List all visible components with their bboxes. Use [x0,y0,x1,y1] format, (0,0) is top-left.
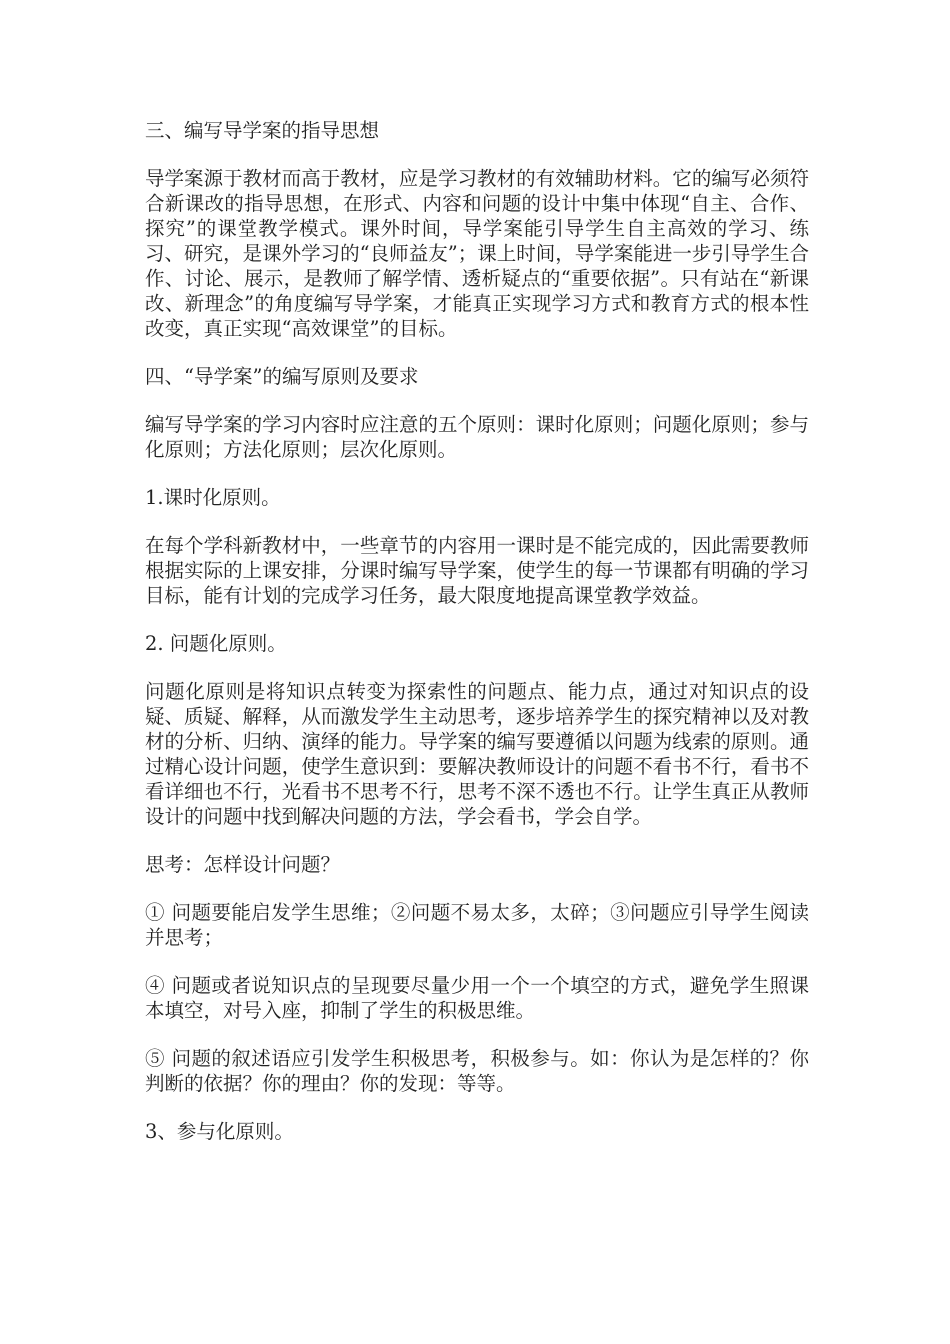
section-3-paragraph: 导学案源于教材而高于教材，应是学习教材的有效辅助材料。它的编写必须符合新课改的指导思想，在形式、内容和问题的设计中集中体现“自主、合作、探究”的课堂教学模式。课外时间，导学案能引导学生自主高效的学习、练习、研究，是课外学习的“良师益友”；课上时间，导学案能进一步引导学生合作、讨论、展示，是教师了解学情、透析疑点的“重要依据”。只有站在“新课改、新理念”的角度编写导学案，才能真正实现学习方式和教育方式的根本性改变，真正实现“高效课堂”的目标。 [145,167,809,340]
design-point-4: ④ 问题或者说知识点的呈现要尽量少用一个一个填空的方式，避免学生照课本填空，对号入座，抑制了学生的积极思维。 [145,974,809,1022]
document-page [145,118,809,1167]
principle-2-heading: 2. 问题化原则。 [145,632,287,655]
design-points-1-3: ① 问题要能启发学生思维；②问题不易太多，太碎；③问题应引导学生阅读并思考； [145,901,809,949]
think-heading: 思考：怎样设计问题？ [145,853,341,876]
principle-3-heading: 3、参与化原则。 [145,1120,294,1143]
design-point-5: ⑤ 问题的叙述语应引发学生积极思考，积极参与。如：你认为是怎样的？你判断的依据？你的理由？你的发现：等等。 [145,1047,809,1095]
principle-1-heading: 1.课时化原则。 [145,486,281,509]
principle-1-paragraph: 在每个学科新教材中，一些章节的内容用一课时是不能完成的，因此需要教师根据实际的上课安排，分课时编写导学案，使学生的每一节课都有明确的学习目标，能有计划的完成学习任务，最大限度地提高课堂教学效益。 [145,534,809,607]
section-4-paragraph: 编写导学案的学习内容时应注意的五个原则：课时化原则；问题化原则；参与化原则；方法化原则；层次化原则。 [145,413,809,461]
section-4-heading: 四、“导学案”的编写原则及要求 [145,365,419,388]
principle-2-paragraph: 问题化原则是将知识点转变为探索性的问题点、能力点，通过对知识点的设疑、质疑、解释，从而激发学生主动思考，逐步培养学生的探究精神以及对教材的分析、归纳、演绎的能力。导学案的编写要遵循以问题为线索的原则。通过精心设计问题，使学生意识到：要解决教师设计的问题不看书不行，看书不看详细也不行，光看书不思考不行，思考不深不透也不行。让学生真正从教师设计的问题中找到解决问题的方法，学会看书，学会自学。 [145,680,809,828]
section-3-heading: 三、编写导学案的指导思想 [145,119,380,142]
